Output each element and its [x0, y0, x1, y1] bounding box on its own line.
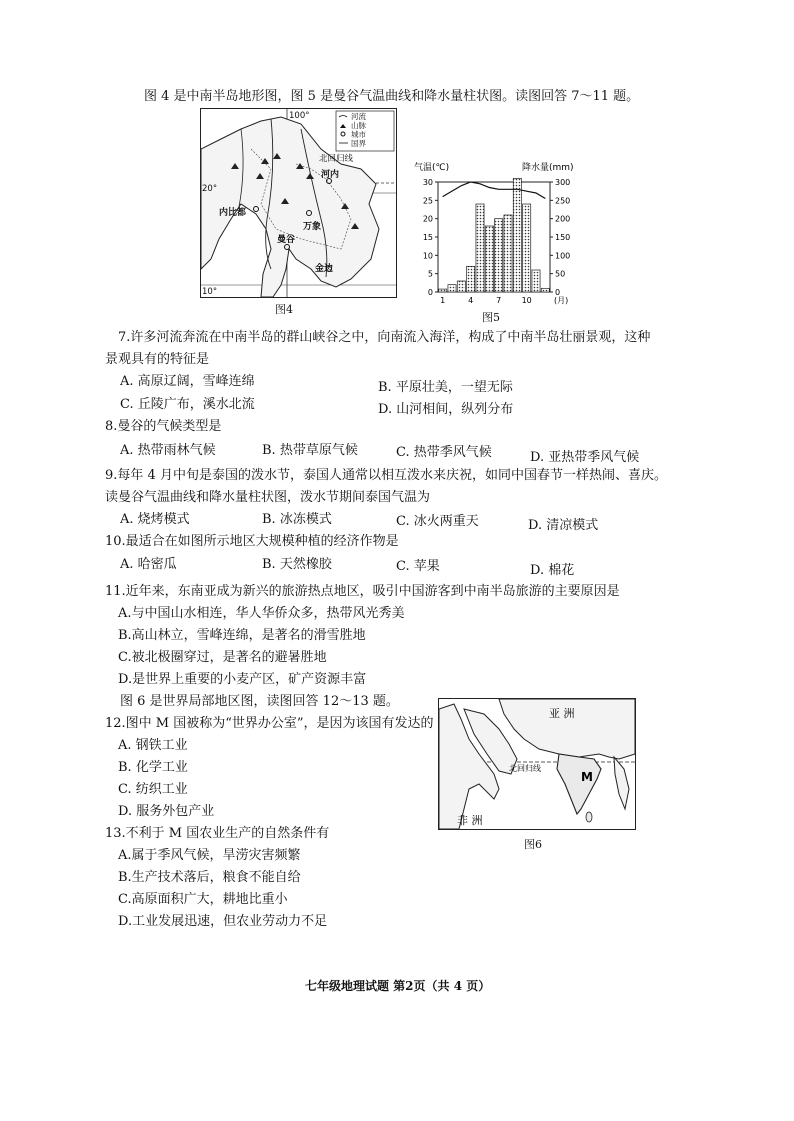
left-tick-label: 20 [422, 214, 433, 224]
q12-option-c[interactable]: C. 纺织工业 [118, 782, 188, 797]
m-country-label: M [581, 770, 593, 784]
right-tick-label: 300 [555, 178, 571, 187]
precip-bar [457, 281, 465, 292]
q12-option-d[interactable]: D. 服务外包产业 [118, 804, 215, 819]
left-tick-label: 25 [422, 196, 433, 206]
left-tick-label: 0 [427, 288, 433, 297]
q10-option-c[interactable]: C. 苹果 [396, 559, 440, 574]
right-tick-label: 50 [555, 269, 566, 279]
q9-option-a[interactable]: A. 烧烤模式 [120, 512, 190, 527]
q13-stem: 13.不利于 M 国农业生产的自然条件有 [105, 826, 330, 841]
q9-stem-line1: 9.每年 4 月中旬是泰国的泼水节，泰国人通常以相互泼水来庆祝，如同中国春节一样热闹、喜庆。 [105, 468, 667, 483]
q7-option-a[interactable]: A. 高原辽阔，雪峰连绵 [120, 374, 255, 389]
left-tick-label: 5 [427, 269, 433, 279]
x-unit-label: (月) [554, 296, 569, 305]
q12-stem: 12.图中 M 国被称为“世界办公室”，是因为该国有发达的 [105, 716, 434, 731]
q8-option-d[interactable]: D. 亚热带季风气候 [530, 450, 640, 465]
figure-6-caption: 图6 [524, 838, 542, 851]
legend-river: 河流 [351, 112, 366, 121]
tropic-label: 北回归线 [319, 154, 354, 164]
x-tick-label: 1 [440, 296, 446, 305]
q11-option-c[interactable]: C.被北极圈穿过，是著名的避暑胜地 [118, 650, 327, 665]
q9-option-d[interactable]: D. 清凉模式 [528, 518, 599, 533]
q11-option-d[interactable]: D.是世界上重要的小麦产区，矿产资源丰富 [118, 672, 367, 687]
left-tick-label: 10 [422, 251, 433, 261]
city-vientiane: 万象 [303, 222, 322, 232]
intro2-text: 图 6 是世界局部地区图，读图回答 12～13 题。 [120, 694, 399, 709]
precip-bar [541, 288, 549, 292]
q11-option-a[interactable]: A.与中国山水相连，华人华侨众多，热带风光秀美 [118, 606, 405, 621]
q8-option-b[interactable]: B. 热带草原气候 [262, 443, 358, 458]
q9-option-c[interactable]: C. 冰火两重天 [396, 514, 479, 529]
city-phnompenh: 金边 [315, 264, 334, 274]
legend-border: 国界 [351, 139, 366, 148]
climate-chart-svg [410, 160, 585, 312]
figure-5-chart [410, 160, 585, 312]
q13-option-d[interactable]: D.工业发展迅速，但农业劳动力不足 [118, 914, 328, 929]
asia-label: 亚 洲 [549, 707, 575, 720]
figure-6-map [438, 698, 636, 830]
city-naypyidaw: 内比都 [219, 208, 247, 218]
lat-10-label: 10° [202, 287, 218, 297]
figure-4-map [200, 108, 397, 298]
x-tick-label: 10 [521, 296, 532, 305]
temperature-line [443, 182, 546, 199]
precip-bar [485, 226, 493, 292]
q10-option-a[interactable]: A. 哈密瓜 [120, 557, 177, 572]
q7-stem-line2: 景观具有的特征是 [105, 352, 210, 367]
figure-4-caption: 图4 [275, 303, 293, 316]
lon-100-label: 100° [289, 111, 310, 121]
q13-option-c[interactable]: C.高原面积广大，耕地比重小 [118, 892, 288, 907]
legend-mountain: 山脉 [351, 121, 366, 130]
q8-option-a[interactable]: A. 热带雨林气候 [120, 443, 216, 458]
africa-label: 非 洲 [457, 814, 483, 827]
figure-5-caption: 图5 [482, 311, 500, 324]
precip-bar [495, 219, 503, 292]
q10-option-b[interactable]: B. 天然橡胶 [262, 557, 332, 572]
precip-bar [439, 289, 447, 292]
q11-option-b[interactable]: B.高山林立，雪峰连绵，是著名的滑雪胜地 [118, 628, 366, 643]
q8-stem: 8.曼谷的气候类型是 [105, 419, 222, 434]
y-right-label: 降水量(mm) [522, 163, 574, 173]
q7-stem-line1: 7.许多河流奔流在中南半岛的群山峡谷之中，向南流入海洋，构成了中南半岛壮丽景观，这种 [118, 330, 651, 345]
precip-bar [504, 215, 512, 292]
indochina-map [201, 109, 396, 297]
city-hanoi: 河内 [321, 170, 340, 180]
q10-option-d[interactable]: D. 棉花 [530, 563, 575, 578]
q8-option-c[interactable]: C. 热带季风气候 [396, 445, 492, 460]
left-tick-label: 30 [422, 178, 433, 187]
precip-bar [513, 178, 521, 292]
q11-stem: 11.近年来，东南亚成为新兴的旅游热点地区，吸引中国游客到中南半岛旅游的主要原因是 [105, 584, 620, 599]
q9-option-b[interactable]: B. 冰冻模式 [262, 512, 332, 527]
precip-bar [476, 204, 484, 292]
right-tick-label: 250 [555, 196, 571, 206]
y-left-label: 气温(℃) [414, 163, 450, 173]
q13-option-a[interactable]: A.属于季风气候，旱涝灾害频繁 [118, 848, 301, 863]
q7-option-d[interactable]: D. 山河相间，纵列分布 [378, 402, 514, 417]
q7-option-b[interactable]: B. 平原壮美，一望无际 [378, 380, 513, 395]
precip-bar [532, 270, 540, 292]
q9-stem-line2: 读曼谷气温曲线和降水量柱状图，泼水节期间泰国气温为 [105, 490, 431, 505]
right-tick-label: 100 [555, 251, 571, 261]
left-tick-label: 15 [422, 233, 433, 242]
q12-option-a[interactable]: A. 钢铁工业 [118, 738, 188, 753]
legend-city: 城市 [351, 130, 366, 139]
right-tick-label: 200 [555, 214, 571, 224]
q13-option-b[interactable]: B.生产技术落后，粮食不能自给 [118, 870, 301, 885]
lat-20-label: 20° [202, 184, 218, 194]
q10-stem: 10.最适合在如图所示地区大规模种植的经济作物是 [105, 534, 399, 549]
x-tick-label: 7 [496, 296, 502, 305]
precip-bar [467, 266, 475, 292]
tropic-label-6: 北回归线 [509, 764, 541, 773]
city-bangkok: 曼谷 [277, 235, 296, 245]
south-asia-map [439, 699, 635, 829]
q12-option-b[interactable]: B. 化学工业 [118, 760, 188, 775]
precip-bar [448, 285, 456, 292]
page-footer: 七年级地理试题 第2页（共 4 页） [305, 979, 491, 993]
intro-text: 图 4 是中南半岛地形图，图 5 是曼谷气温曲线和降水量柱状图。读图回答 7～11 题。 [144, 89, 640, 104]
right-tick-label: 0 [555, 288, 561, 297]
q7-option-c[interactable]: C. 丘陵广布，溪水北流 [120, 397, 255, 412]
x-tick-label: 4 [468, 296, 474, 305]
precip-bar [523, 204, 531, 292]
right-tick-label: 150 [555, 233, 571, 242]
